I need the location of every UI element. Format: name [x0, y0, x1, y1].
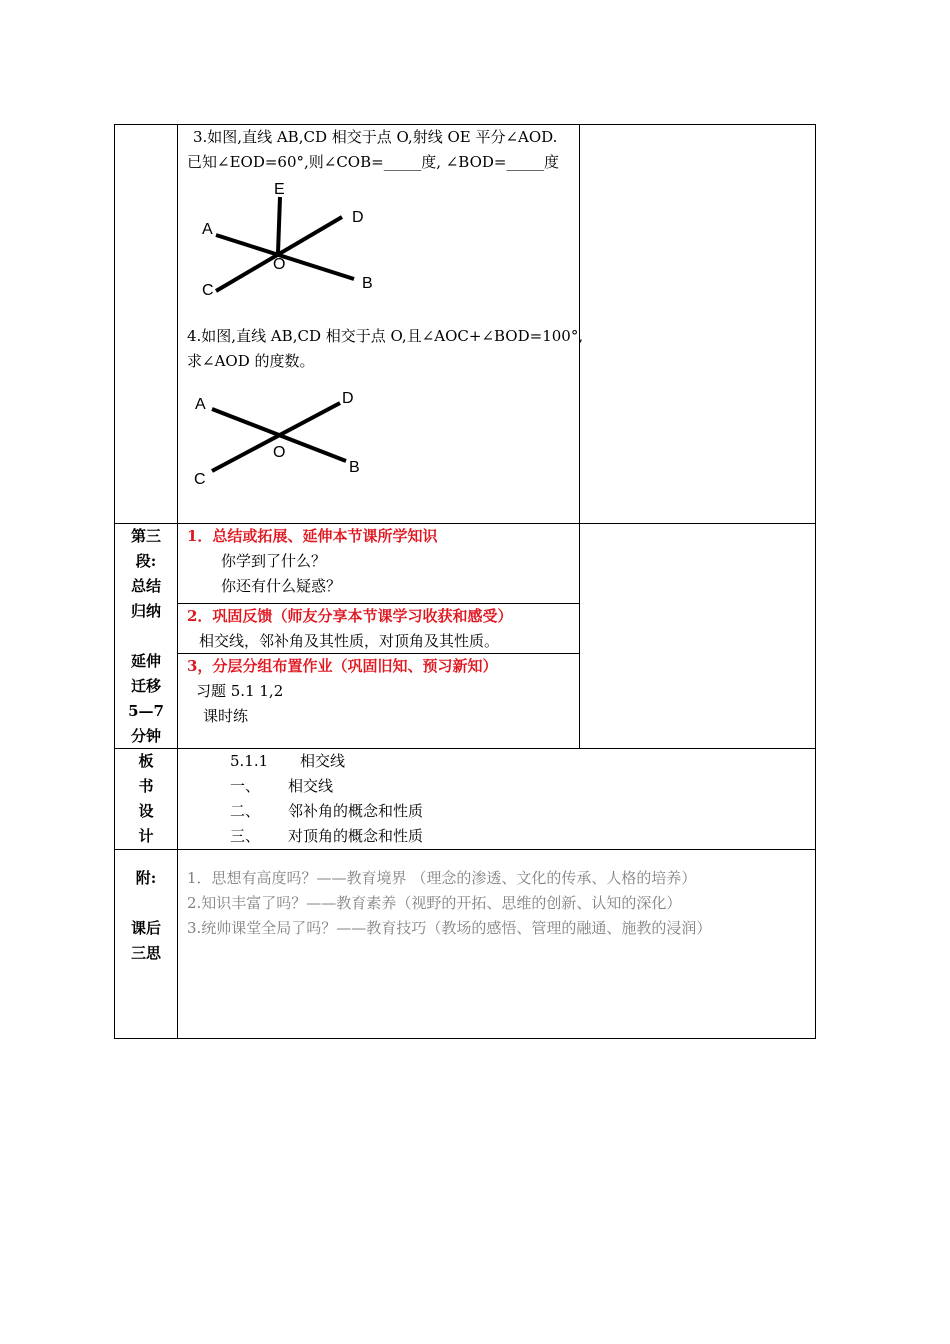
q3-label-a: A: [202, 221, 213, 238]
q3-ray-oe: [278, 197, 280, 253]
reflect-label-line: [115, 891, 177, 916]
q3-label-e: E: [274, 181, 285, 198]
reflect-label-line: 附:: [135, 869, 157, 887]
q3-line1: 3.如图,直线 AB,CD 相交于点 O,射线 OE 平分∠AOD.: [193, 128, 558, 146]
q3-label-d: D: [352, 209, 364, 226]
board-heading-num: 5.1.1: [230, 752, 269, 770]
q4-label-c: C: [194, 471, 206, 488]
q3-label-b: B: [362, 275, 373, 292]
stage3-item3-line1: 习题 5.1 1,2: [196, 682, 284, 700]
stage3-item1-title: 1．总结或拓展、延伸本节课所学知识: [187, 527, 438, 545]
board-item-num: 三、: [230, 827, 261, 845]
stage3-item3-line2: 课时练: [203, 707, 249, 725]
stage3-label-line: [115, 624, 177, 649]
stage3-label-line: 第三: [130, 527, 161, 545]
reflect-line: 2.知识丰富了吗？——教育素养（视野的开拓、思维的创新、认知的深化）: [187, 894, 682, 912]
board-label-line: 设: [138, 802, 154, 820]
q3-line2: 已知∠EOD=60°,则∠COB=_____度, ∠BOD=_____度: [187, 153, 559, 171]
reflect-label-line: 三思: [130, 944, 161, 962]
label-column-divider: [177, 124, 178, 1039]
reflect-line: 1．思想有高度吗？——教育境界 （理念的渗透、文化的传承、人格的培养）: [187, 869, 697, 887]
q4-label-a: A: [195, 396, 206, 413]
board-heading-text: 相交线: [300, 752, 346, 770]
q3-label-c: C: [202, 282, 214, 299]
stage3-label-line: 迁移: [130, 677, 161, 695]
stage3-label-line: 总结: [130, 577, 161, 595]
stage3-item1-q2: 你还有什么疑惑？: [221, 577, 342, 595]
row-divider-3: [114, 849, 816, 850]
board-label-line: 书: [138, 777, 154, 795]
board-label-line: 板: [138, 752, 154, 770]
board-label-line: 计: [138, 827, 154, 845]
stage3-label-line: 分钟: [130, 727, 161, 745]
row-divider-2: [114, 748, 816, 749]
table-border-right: [815, 124, 816, 1039]
q4-label-d: D: [342, 390, 354, 407]
reflect-label-line: 课后: [130, 919, 161, 937]
board-item-text: 对顶角的概念和性质: [288, 827, 424, 845]
q4-label-o: O: [273, 444, 286, 461]
stage3-label: [115, 524, 177, 749]
stage3-label-line: 归纳: [130, 602, 161, 620]
notes-column-divider: [579, 124, 580, 748]
q3-diagram: [190, 175, 400, 305]
reflect-line: 3.统帅课堂全局了吗？——教育技巧（教场的感悟、管理的融通、施教的浸润）: [187, 919, 712, 937]
board-item-num: 一、: [230, 777, 261, 795]
reflect-label: [115, 866, 177, 966]
stage3-label-line: 5—7: [128, 702, 164, 720]
q3-label-o: O: [273, 256, 286, 273]
q4-line1: 4.如图,直线 AB,CD 相交于点 O,且∠AOC+∠BOD=100°,: [187, 327, 584, 345]
q4-diagram: [190, 385, 380, 495]
q4-line2: 求∠AOD 的度数。: [187, 352, 315, 370]
board-label: [115, 749, 177, 849]
board-item-text: 邻补角的概念和性质: [288, 802, 424, 820]
stage3-item2-title: 2．巩固反馈（师友分享本节课学习收获和感受）: [187, 607, 513, 625]
stage3-item3-title: 3，分层分组布置作业（巩固旧知、预习新知）: [187, 657, 498, 675]
stage3-label-line: 延伸: [130, 652, 161, 670]
stage3-item1-q1: 你学到了什么？: [221, 552, 327, 570]
board-item-text: 相交线: [288, 777, 334, 795]
table-border-bottom: [114, 1038, 816, 1039]
q4-label-b: B: [349, 459, 360, 476]
board-item-num: 二、: [230, 802, 261, 820]
stage3-item2-text: 相交线，邻补角及其性质，对顶角及其性质。: [199, 632, 500, 650]
stage3-label-line: 段:: [135, 552, 157, 570]
